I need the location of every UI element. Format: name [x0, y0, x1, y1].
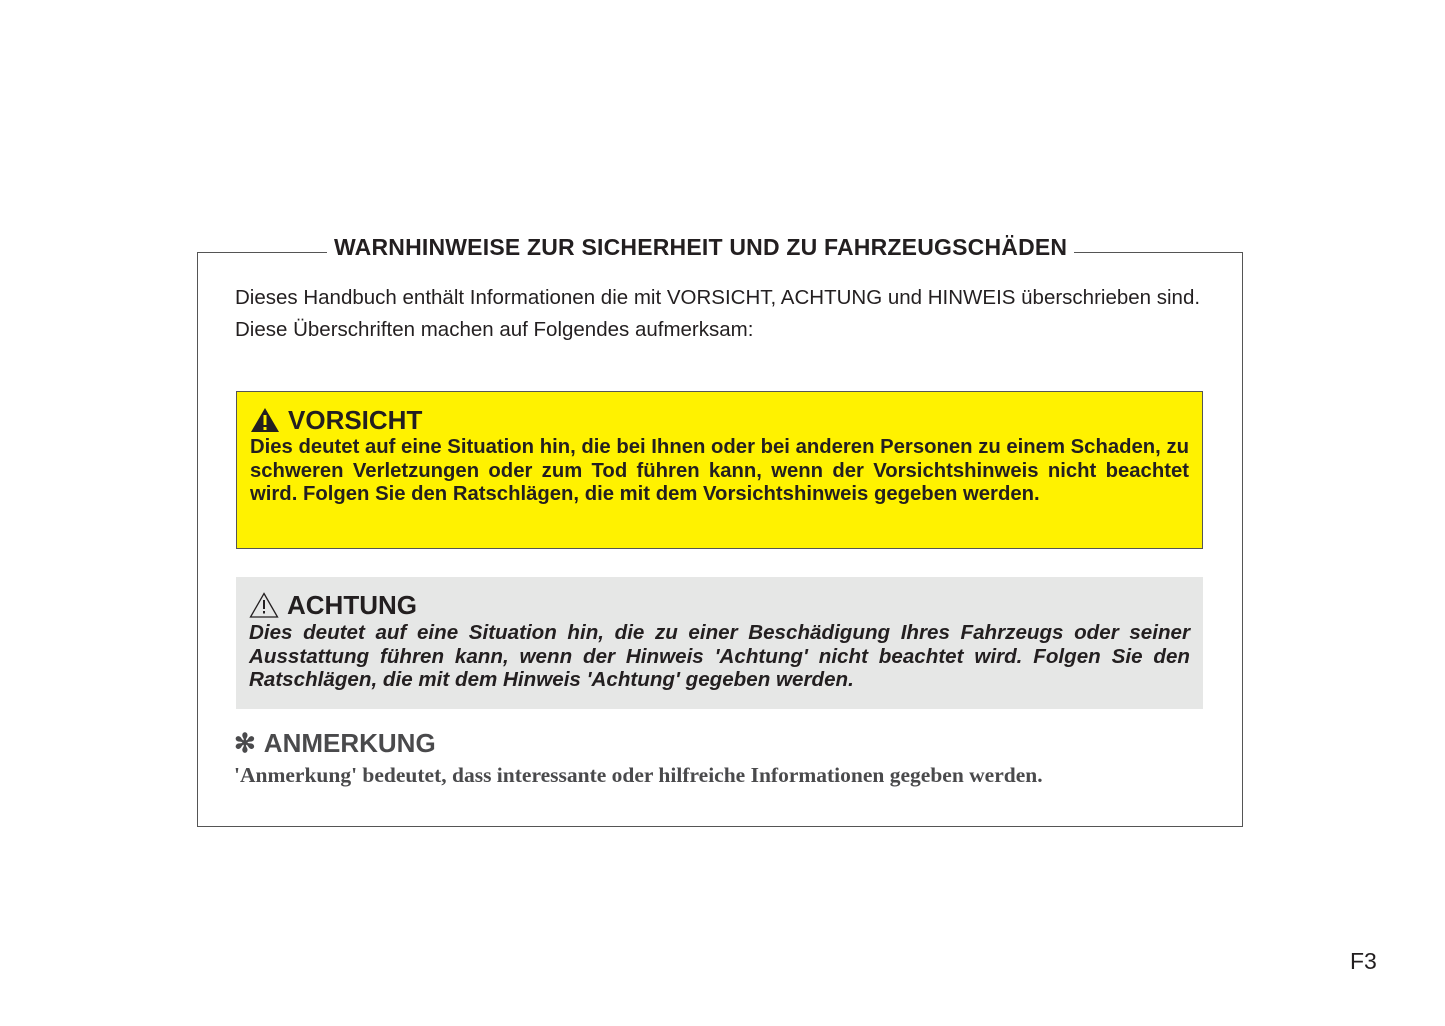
vorsicht-label: VORSICHT [288, 404, 423, 435]
anmerkung-heading [234, 727, 1043, 759]
anmerkung-label: ANMERKUNG [263, 727, 436, 758]
intro [235, 285, 1215, 349]
section-title: WARNHINWEISE ZUR SICHERHEIT UND ZU FAHRZEUGSCHÄDEN [327, 234, 1074, 261]
anmerkung-text: 'Anmerkung' bedeutet, dass interessante oder hilfreiche Informationen gegeben werden. [234, 763, 1043, 787]
achtung-box [236, 577, 1203, 709]
intro-paragraph: Diese Überschriften machen auf Folgendes aufmerksam: [235, 318, 754, 341]
vorsicht-heading [250, 404, 1189, 436]
asterisk-icon: ✻ [234, 727, 256, 758]
warning-outline-icon [249, 592, 279, 618]
vorsicht-box [236, 391, 1203, 549]
achtung-label: ACHTUNG [287, 589, 417, 620]
achtung-text: Dies deutet auf eine Situation hin, die zu einer Beschädigung Ihres Fahrzeugs oder seiner Ausstattung führen kann, wenn der Hinweis 'Achtung' nicht beachtet wird. Folgen Sie den Ratschlägen, die mit dem Hinweis 'Achtung' gegeben werden. [249, 621, 1190, 692]
intro-paragraph: Dieses Handbuch enthält Informationen die mit VORSICHT, ACHTUNG und HINWEIS überschrieben sind. [235, 286, 1201, 309]
vorsicht-text: Dies deutet auf eine Situation hin, die bei Ihnen oder bei anderen Personen zu einem Schaden, zu schweren Verletzungen oder zum Tod führen kann, wenn der Vorsichtshinweis nicht beachtet wird. Folgen Sie den Ratschlägen, die mit dem Vorsichtshinweis gegeben werden. [250, 436, 1189, 506]
achtung-heading [249, 589, 1190, 621]
warning-filled-icon [250, 407, 280, 433]
anmerkung-section [234, 727, 1043, 788]
page-number: F3 [1350, 948, 1377, 974]
